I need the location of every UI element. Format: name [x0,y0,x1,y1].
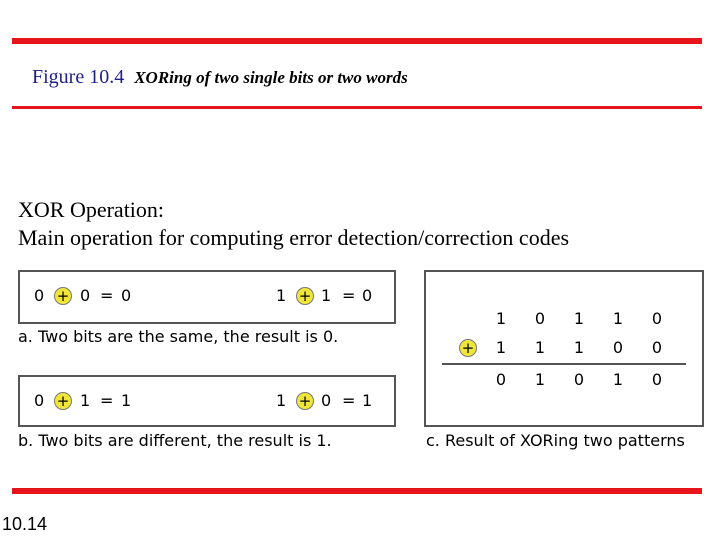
panel-a-right-operand-1: 1 [276,286,287,305]
panel-b-caption: b. Two bits are different, the result is 1. [18,431,332,450]
figure-number: Figure 10.4 [32,66,125,88]
panel-b-left-operand-2: 1 [80,391,91,410]
xor-symbol-icon: + [459,339,477,357]
figure-title: XORing of two single bits or two words [134,68,408,87]
panel-a-left-result: 0 [121,286,132,305]
xor-symbol-icon: + [54,392,72,410]
xor-symbol-icon: + [296,287,314,305]
heading-line-2: Main operation for computing error detection/correction codes [18,225,570,250]
panel-a-left-operand-2: 0 [80,286,91,305]
result-bit: 0 [495,370,507,389]
panel-c-caption: c. Result of XORing two patterns [426,431,685,450]
panel-b-right-equals: = [342,391,356,410]
sum-line [442,363,686,365]
panel-b-right-operand-1: 1 [276,391,287,410]
result-bit: 1 [534,370,546,389]
result-bit: 0 [651,370,663,389]
panel-b-left-result: 1 [121,391,132,410]
pattern-1-bit: 0 [651,309,663,328]
panel-b-right-operand-2: 0 [321,391,332,410]
pattern-2-bit: 0 [612,338,624,357]
result-bit: 0 [573,370,585,389]
panel-a-right-equals: = [342,286,356,305]
pattern-1-bit: 1 [495,309,507,328]
panel-b-right-result: 1 [362,391,373,410]
caption-divider [12,106,702,109]
slide-number: 10.14 [2,514,48,534]
heading-line-1: XOR Operation: [18,197,165,222]
figure-caption [32,66,408,89]
pattern-1-bit: 1 [612,309,624,328]
pattern-2-bit: 1 [573,338,585,357]
panel-c-box [424,270,704,427]
panel-a-right-result: 0 [362,286,373,305]
panel-b-left-operand-1: 0 [34,391,45,410]
panel-a-right-operand-2: 1 [321,286,332,305]
xor-symbol-icon: + [296,392,314,410]
pattern-1-bit: 0 [534,309,546,328]
xor-symbol-icon: + [54,287,72,305]
bottom-accent-bar [12,488,702,494]
panel-a-left-operand-1: 0 [34,286,45,305]
panel-a-left-equals: = [100,286,114,305]
pattern-2-bit: 1 [534,338,546,357]
panel-a-box [18,270,396,324]
result-bit: 1 [612,370,624,389]
panel-b-left-equals: = [100,391,114,410]
panel-a-caption: a. Two bits are the same, the result is 0. [18,327,339,346]
pattern-2-bit: 0 [651,338,663,357]
pattern-2-bit: 1 [495,338,507,357]
top-accent-bar [12,38,702,44]
panel-b-box [18,375,396,427]
pattern-1-bit: 1 [573,309,585,328]
